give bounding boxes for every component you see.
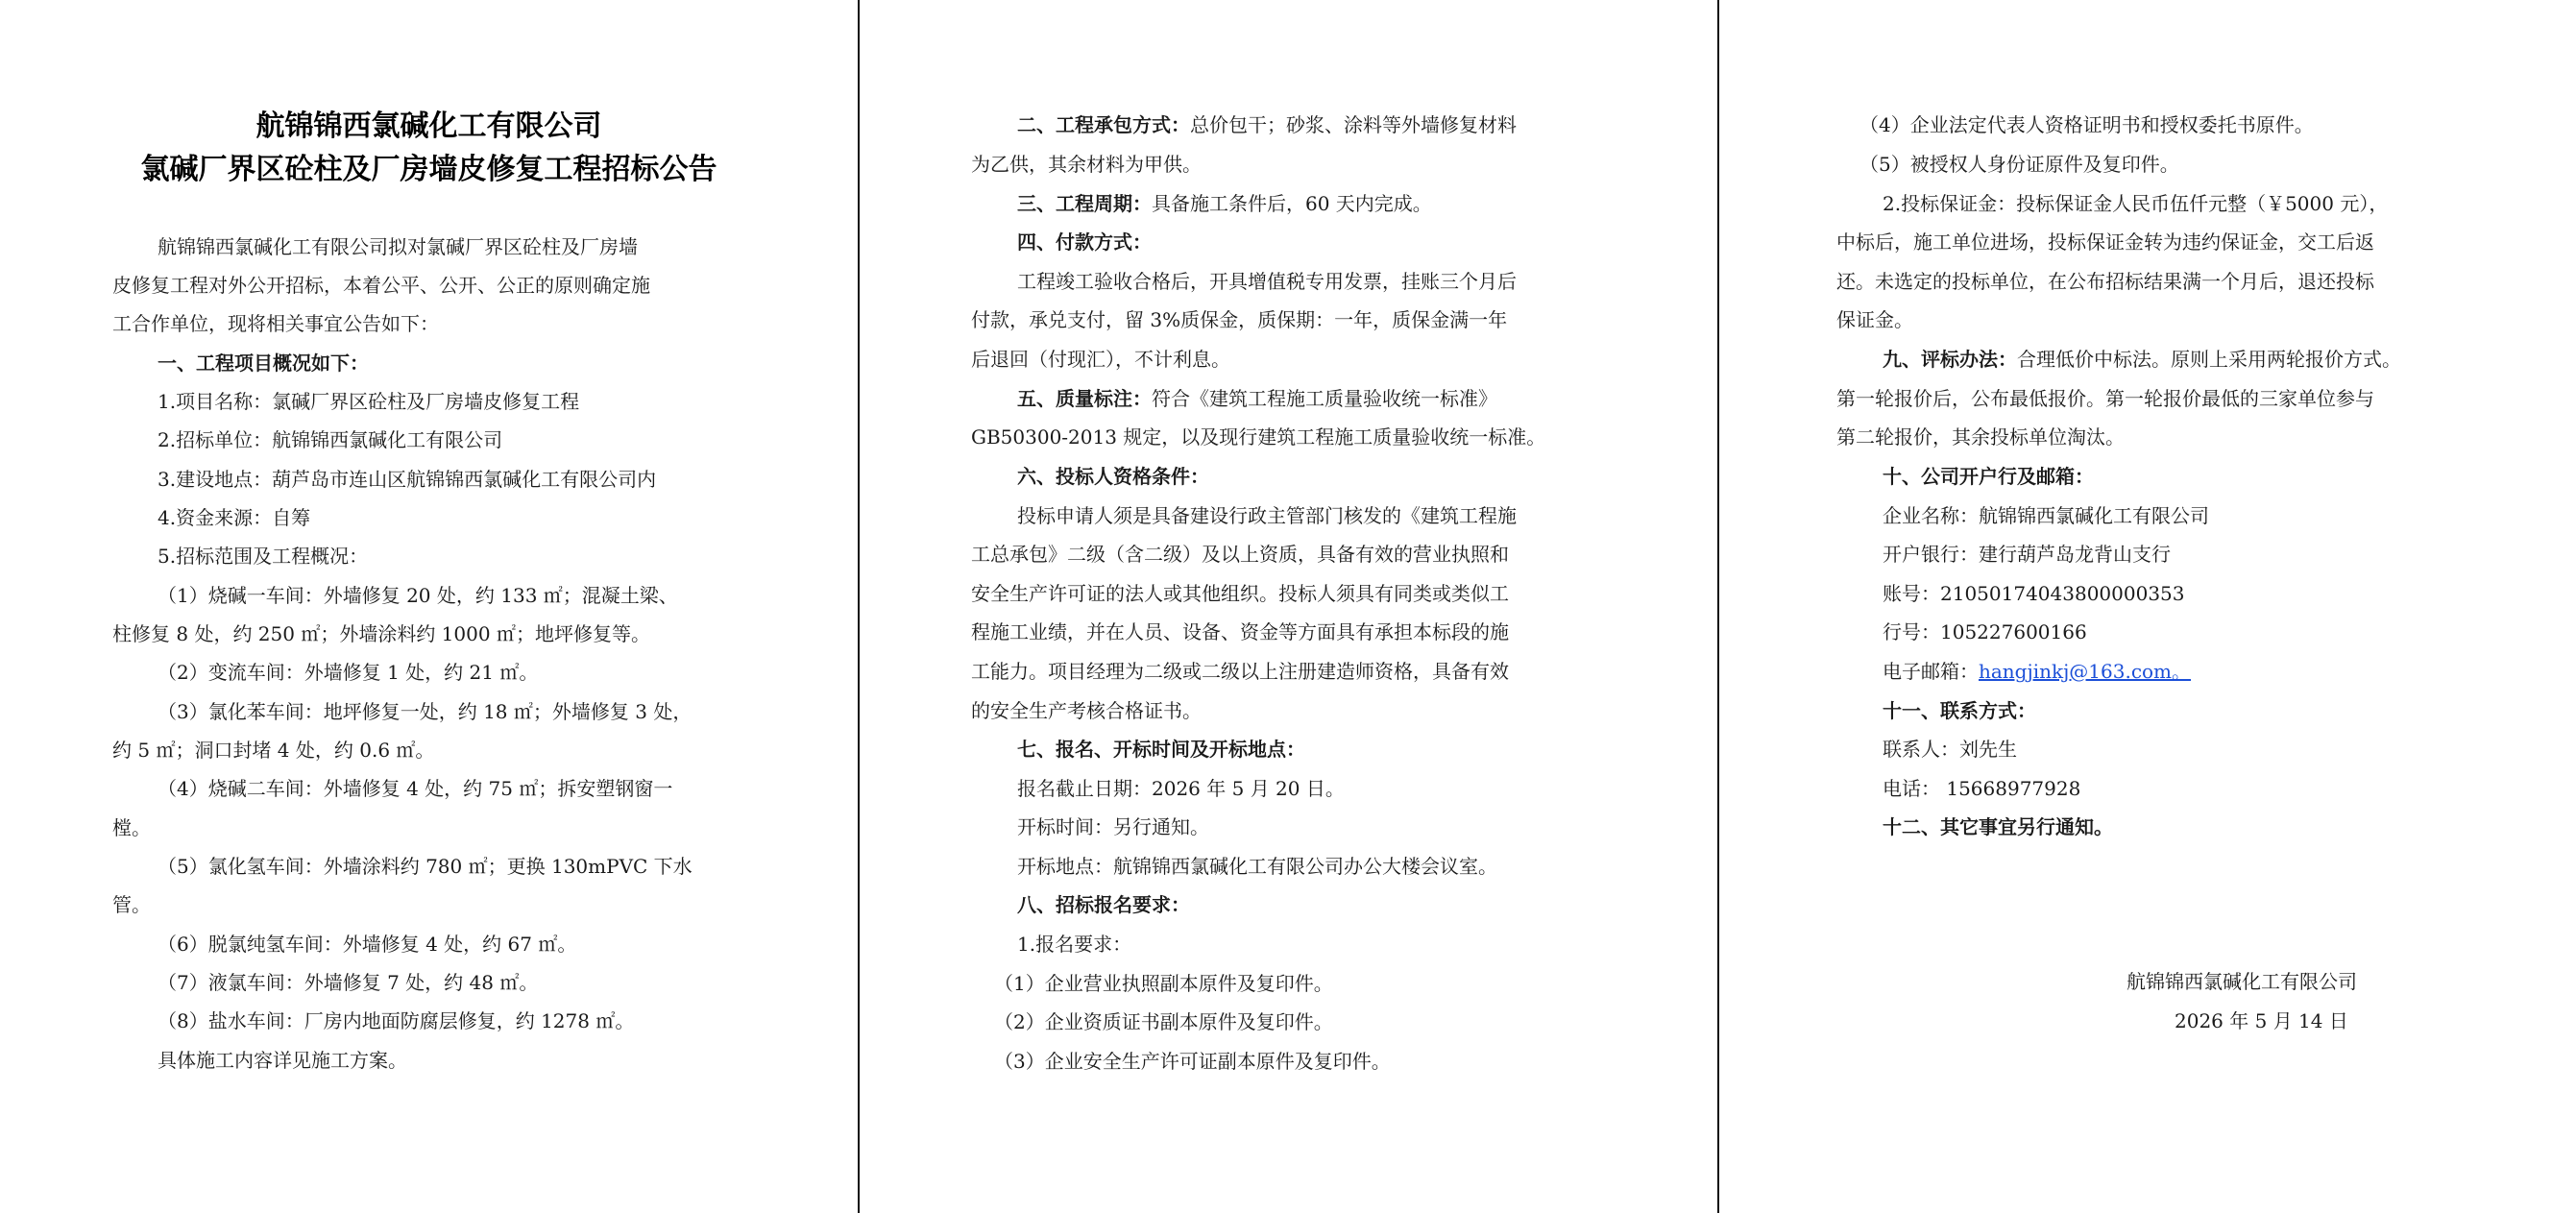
section-text: 还。未选定的投标单位，在公布招标结果满一个月后，退还投标: [1836, 270, 2374, 293]
list-item: 5.招标范围及工程概况：: [158, 545, 369, 568]
requirement-item: （1）企业营业执照副本原件及复印件。: [994, 972, 1333, 995]
bank-name: 开户银行：建行葫芦岛龙背山支行: [1883, 543, 2171, 566]
section-heading-bank: 十、公司开户行及邮箱：: [1883, 465, 2094, 488]
section-text: 程施工业绩，并在人员、设备、资金等方面具有承担本标段的施: [971, 620, 1509, 643]
section-text: 开标地点：航锦锦西氯碱化工有限公司办公大楼会议室。: [1017, 855, 1497, 878]
section-text: 安全生产许可证的法人或其他组织。投标人须具有同类或类似工: [971, 582, 1509, 605]
scope-item: （6）脱氯纯氢车间：外墙修复 4 处，约 67 ㎡。: [158, 933, 577, 956]
requirement-item: （4）企业法定代表人资格证明书和授权委托书原件。: [1859, 113, 2314, 136]
section-text: 后退回（付现汇），不计利息。: [971, 348, 1230, 371]
section-text: 第二轮报价，其余投标单位淘汰。: [1836, 425, 2125, 449]
section-text: 第一轮报价后，公布最低报价。第一轮报价最低的三家单位参与: [1836, 387, 2374, 410]
company-name: 企业名称：航锦锦西氯碱化工有限公司: [1883, 504, 2209, 527]
section-heading-quality: 五、质量标注：: [1017, 387, 1152, 410]
section-payment-contract: [1017, 113, 1517, 136]
section-text: 开标时间：另行通知。: [1017, 815, 1209, 838]
requirement-item: （5）被授权人身份证原件及复印件。: [1859, 153, 2179, 176]
section-heading-qualification: 六、投标人资格条件：: [1017, 465, 1209, 488]
section-text: 为乙供，其余材料为甲供。: [971, 153, 1202, 176]
intro-paragraph-line: 皮修复工程对外公开招标，本着公平、公开、公正的原则确定施: [112, 274, 650, 297]
scope-item: （7）液氯车间：外墙修复 7 处，约 48 ㎡。: [158, 971, 539, 994]
requirement-item: （2）企业资质证书副本原件及复印件。: [994, 1010, 1333, 1033]
section-text: 报名截止日期：2026 年 5 月 20 日。: [1017, 777, 1345, 800]
bank-code: 行号：105227600166: [1883, 620, 2087, 643]
scope-item: 柱修复 8 处，约 250 ㎡；外墙涂料约 1000 ㎡；地坪修复等。: [112, 622, 650, 645]
section-text: 付款，承兑支付，留 3%质保金，质保期：一年，质保金满一年: [971, 308, 1508, 331]
scope-item: （4）烧碱二车间：外墙修复 4 处，约 75 ㎡；拆安塑钢窗一: [158, 777, 673, 800]
section-text: GB50300-2013 规定，以及现行建筑工程施工质量验收统一标准。: [971, 425, 1546, 449]
section-text: 合理低价中标法。原则上采用两轮报价方式。: [2017, 348, 2401, 371]
section-text: 的安全生产考核合格证书。: [971, 699, 1202, 722]
scope-item: （2）变流车间：外墙修复 1 处，约 21 ㎡。: [158, 661, 539, 684]
section-heading-contract-method: 二、工程承包方式：: [1017, 113, 1190, 136]
document-page-2: [860, 0, 1717, 1213]
section-period: [1017, 192, 1432, 215]
signature-date: 2026 年 5 月 14 日: [2175, 1009, 2348, 1032]
section-heading-evaluation: 九、评标办法：: [1883, 348, 2017, 371]
scope-note: 具体施工内容详见施工方案。: [158, 1049, 407, 1072]
section-text: 工总承包》二级（含二级）及以上资质，具备有效的营业执照和: [971, 543, 1509, 566]
list-item: 2.招标单位：航锦锦西氯碱化工有限公司: [158, 428, 503, 451]
document-title-company: 航锦锦西氯碱化工有限公司: [255, 109, 602, 143]
scope-item: （8）盐水车间：厂房内地面防腐层修复，约 1278 ㎡。: [158, 1009, 635, 1032]
section-text: 1.报名要求：: [1017, 933, 1132, 956]
intro-paragraph-line: 工合作单位，现将相关事宜公告如下：: [112, 312, 439, 335]
intro-paragraph-line: 航锦锦西氯碱化工有限公司拟对氯碱厂界区砼柱及厂房墙: [158, 235, 638, 258]
document-page-3: [1719, 0, 2576, 1213]
section-evaluation: [1883, 348, 2401, 371]
email-label: 电子邮箱：: [1883, 660, 1979, 683]
contact-person: 联系人：刘先生: [1883, 738, 2017, 761]
requirement-item: （3）企业安全生产许可证副本原件及复印件。: [994, 1050, 1391, 1073]
section-heading-other: 十二、其它事宜另行通知。: [1883, 815, 2113, 838]
section-text: 符合《建筑工程施工质量验收统一标准》: [1152, 387, 1497, 410]
section-text: 投标申请人须是具备建设行政主管部门核发的《建筑工程施: [1017, 504, 1517, 527]
account-number: 账号：21050174043800000353: [1883, 582, 2185, 605]
list-item: 3.建设地点：葫芦岛市连山区航锦锦西氯碱化工有限公司内: [158, 468, 657, 491]
section-heading-period: 三、工程周期：: [1017, 192, 1152, 215]
email-link[interactable]: hangjinkj@163.com。: [1979, 660, 2192, 683]
contact-phone: 电话： 15668977928: [1883, 777, 2081, 800]
section-text: 工能力。项目经理为二级或二级以上注册建造师资格，具备有效: [971, 660, 1509, 683]
section-text: 总价包干；砂浆、涂料等外墙修复材料: [1190, 113, 1517, 136]
list-item: 4.资金来源：自筹: [158, 506, 311, 529]
scope-item: 樘。: [112, 816, 151, 839]
scope-item: 约 5 ㎡；洞口封堵 4 处，约 0.6 ㎡。: [112, 739, 435, 762]
section-heading-project-overview: 一、工程项目概况如下：: [158, 352, 369, 375]
section-text: 具备施工条件后，60 天内完成。: [1152, 192, 1432, 215]
scope-item: 管。: [112, 893, 151, 916]
section-text: 保证金。: [1836, 308, 1913, 331]
section-text: 中标后，施工单位进场，投标保证金转为违约保证金，交工后返: [1836, 230, 2374, 254]
signature-company: 航锦锦西氯碱化工有限公司: [2126, 970, 2357, 993]
section-heading-registration: 七、报名、开标时间及开标地点：: [1017, 738, 1305, 761]
section-heading-contact: 十一、联系方式：: [1883, 699, 2036, 722]
section-text: 2.投标保证金：投标保证金人民币伍仟元整（￥5000 元），: [1883, 192, 2389, 215]
document-title-project: 氯碱厂界区砼柱及厂房墙皮修复工程招标公告: [140, 153, 717, 186]
scope-item: （5）氯化氢车间：外墙涂料约 780 ㎡；更换 130mPVC 下水: [158, 855, 693, 878]
list-item: 1.项目名称：氯碱厂界区砼柱及厂房墙皮修复工程: [158, 390, 580, 413]
email-row: [1883, 660, 2191, 683]
document-page-1: [0, 0, 858, 1213]
section-heading-requirements: 八、招标报名要求：: [1017, 893, 1190, 916]
section-quality: [1017, 387, 1497, 410]
section-heading-payment: 四、付款方式：: [1017, 230, 1152, 254]
scope-item: （3）氯化苯车间：地坪修复一处，约 18 ㎡；外墙修复 3 处，: [158, 700, 693, 723]
scope-item: （1）烧碱一车间：外墙修复 20 处，约 133 ㎡；混凝土梁、: [158, 584, 678, 607]
section-text: 工程竣工验收合格后，开具增值税专用发票，挂账三个月后: [1017, 270, 1517, 293]
